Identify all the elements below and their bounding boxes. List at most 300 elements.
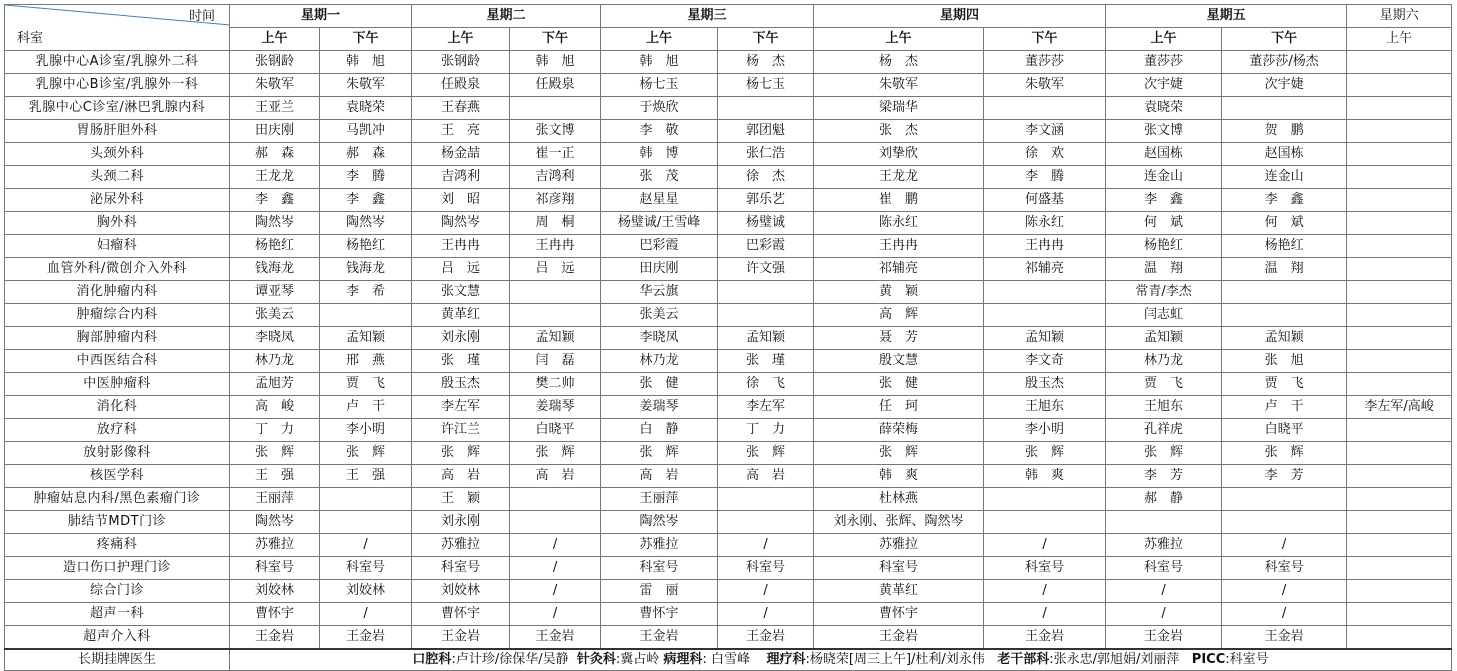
doctor-cell: 张 茂 <box>601 166 718 189</box>
doctor-cell: 王丽萍 <box>601 488 718 511</box>
day-tuesday: 星期二 <box>412 5 601 28</box>
doctor-cell: 张钢龄 <box>230 51 320 74</box>
footer-item-value: 杨晓荣[周三上午]/杜利/刘永伟 <box>809 652 985 667</box>
doctor-cell: 张 辉 <box>230 442 320 465</box>
doctor-cell <box>718 511 814 534</box>
doctor-cell: 朱敬军 <box>320 74 412 97</box>
day-saturday: 星期六 <box>1347 5 1452 28</box>
doctor-cell: 雷 丽 <box>601 580 718 603</box>
doctor-cell: 张美云 <box>230 304 320 327</box>
doctor-cell: 许文强 <box>718 258 814 281</box>
doctor-cell: 殷玉杰 <box>412 373 510 396</box>
department-name: 胃肠肝胆外科 <box>5 120 230 143</box>
footer-item-name: PICC <box>1191 652 1226 667</box>
doctor-cell: 杨艳红 <box>320 235 412 258</box>
half-am: 上午 <box>1106 28 1222 51</box>
table-row <box>5 373 1452 396</box>
doctor-cell: 袁晓荣 <box>320 97 412 120</box>
department-name: 乳腺中心C诊室/淋巴乳腺内科 <box>5 97 230 120</box>
doctor-cell: 苏雅拉 <box>412 534 510 557</box>
doctor-cell <box>1222 488 1347 511</box>
doctor-cell: 杨七玉 <box>601 74 718 97</box>
doctor-cell: / <box>1222 603 1347 626</box>
doctor-cell: / <box>984 534 1106 557</box>
doctor-cell <box>1347 557 1452 580</box>
table-row <box>5 534 1452 557</box>
doctor-cell: 王亚兰 <box>230 97 320 120</box>
doctor-cell <box>1347 97 1452 120</box>
doctor-cell <box>984 511 1106 534</box>
doctor-cell: 科室号 <box>412 557 510 580</box>
doctor-cell: 任殿泉 <box>412 74 510 97</box>
doctor-cell: 丁 力 <box>718 419 814 442</box>
doctor-cell: 韩 旭 <box>320 51 412 74</box>
doctor-cell: 黄革红 <box>412 304 510 327</box>
doctor-cell: 李小明 <box>320 419 412 442</box>
doctor-cell: 刘姣林 <box>320 580 412 603</box>
doctor-cell: 杨璧诚/王雪峰 <box>601 212 718 235</box>
doctor-cell: 杨七玉 <box>718 74 814 97</box>
doctor-cell: 陶然岑 <box>601 511 718 534</box>
doctor-cell: 林乃龙 <box>601 350 718 373</box>
doctor-cell <box>1347 511 1452 534</box>
doctor-cell: 王金岩 <box>1106 626 1222 650</box>
doctor-cell: 王冉冉 <box>412 235 510 258</box>
doctor-cell: 杨璧诚 <box>718 212 814 235</box>
doctor-cell: 李 鑫 <box>230 189 320 212</box>
doctor-cell: 李 鑫 <box>1106 189 1222 212</box>
doctor-cell: 李 鑫 <box>320 189 412 212</box>
header-corner <box>5 5 230 51</box>
doctor-cell: / <box>1106 580 1222 603</box>
doctor-cell: / <box>718 603 814 626</box>
doctor-cell: 科室号 <box>984 557 1106 580</box>
doctor-cell: 高 峻 <box>230 396 320 419</box>
doctor-cell: 孟旭芳 <box>230 373 320 396</box>
doctor-cell: 王 强 <box>230 465 320 488</box>
doctor-cell: 科室号 <box>1222 557 1347 580</box>
doctor-cell: 钱海龙 <box>230 258 320 281</box>
doctor-cell: 赵国栋 <box>1106 143 1222 166</box>
doctor-cell: 姜瑞琴 <box>510 396 601 419</box>
footer-item-name: 口腔科 <box>412 652 452 667</box>
doctor-cell: 王 强 <box>320 465 412 488</box>
doctor-cell: 王金岩 <box>510 626 601 650</box>
doctor-cell: 王金岩 <box>320 626 412 650</box>
doctor-cell <box>718 488 814 511</box>
department-name: 头颈二科 <box>5 166 230 189</box>
schedule-body <box>5 51 1452 650</box>
doctor-cell: 朱敬军 <box>230 74 320 97</box>
doctor-cell: 曹怀宇 <box>412 603 510 626</box>
doctor-cell: / <box>320 603 412 626</box>
doctor-cell: 郝 静 <box>1106 488 1222 511</box>
doctor-cell: 郭乐艺 <box>718 189 814 212</box>
doctor-cell: 杨艳红 <box>230 235 320 258</box>
doctor-cell <box>1347 212 1452 235</box>
doctor-cell: 陶然岑 <box>230 511 320 534</box>
doctor-cell: 田庆刚 <box>230 120 320 143</box>
doctor-cell: 张文博 <box>510 120 601 143</box>
doctor-cell <box>1347 304 1452 327</box>
doctor-cell: 张 辉 <box>814 442 984 465</box>
table-row <box>5 327 1452 350</box>
doctor-cell: 曹怀宇 <box>601 603 718 626</box>
table-row <box>5 603 1452 626</box>
doctor-cell: 闫 磊 <box>510 350 601 373</box>
doctor-cell: 张 瑾 <box>718 350 814 373</box>
footer-item-value: 冀占岭 <box>620 652 660 667</box>
doctor-cell: 李 芳 <box>1106 465 1222 488</box>
doctor-cell <box>1347 350 1452 373</box>
footer-label: 长期挂牌医生 <box>5 649 230 671</box>
doctor-cell: 李左军/高峻 <box>1347 396 1452 419</box>
doctor-cell: 张美云 <box>601 304 718 327</box>
doctor-cell: 朱敬军 <box>814 74 984 97</box>
doctor-cell: 王龙龙 <box>814 166 984 189</box>
table-row <box>5 488 1452 511</box>
doctor-cell <box>320 488 412 511</box>
doctor-cell: 谭亚琴 <box>230 281 320 304</box>
doctor-cell <box>984 304 1106 327</box>
department-name: 中医肿瘤科 <box>5 373 230 396</box>
doctor-cell: 王金岩 <box>230 626 320 650</box>
doctor-cell: 科室号 <box>814 557 984 580</box>
doctor-cell: 赵国栋 <box>1222 143 1347 166</box>
doctor-cell: 崔 鹏 <box>814 189 984 212</box>
doctor-cell: 刘挚欣 <box>814 143 984 166</box>
corner-time-label: 时间 <box>188 9 215 24</box>
doctor-cell: 陶然岑 <box>412 212 510 235</box>
doctor-cell <box>984 281 1106 304</box>
day-wednesday: 星期三 <box>601 5 814 28</box>
doctor-cell <box>1347 465 1452 488</box>
doctor-cell: 科室号 <box>601 557 718 580</box>
doctor-cell <box>718 281 814 304</box>
doctor-cell: 赵星星 <box>601 189 718 212</box>
doctor-cell: 周 桐 <box>510 212 601 235</box>
doctor-cell: 祁彦翔 <box>510 189 601 212</box>
doctor-cell: 王旭东 <box>1106 396 1222 419</box>
department-name: 肺结节MDT门诊 <box>5 511 230 534</box>
doctor-cell <box>1347 442 1452 465</box>
doctor-cell: 吉鸿利 <box>510 166 601 189</box>
doctor-cell <box>1347 166 1452 189</box>
schedule-sheet <box>4 4 1451 667</box>
doctor-cell: 张 健 <box>601 373 718 396</box>
doctor-cell: 贺 鹏 <box>1222 120 1347 143</box>
doctor-cell: 贾 飞 <box>1106 373 1222 396</box>
doctor-cell: 韩 旭 <box>601 51 718 74</box>
doctor-cell: 何 斌 <box>1222 212 1347 235</box>
table-row <box>5 97 1452 120</box>
doctor-cell: 杜林燕 <box>814 488 984 511</box>
doctor-cell: 杨艳红 <box>1222 235 1347 258</box>
doctor-cell: 杨 杰 <box>814 51 984 74</box>
doctor-cell: 高 岩 <box>412 465 510 488</box>
doctor-cell: 科室号 <box>320 557 412 580</box>
doctor-cell: 王冉冉 <box>814 235 984 258</box>
table-row <box>5 442 1452 465</box>
doctor-cell: 董莎莎/杨杰 <box>1222 51 1347 74</box>
doctor-cell: 刘永刚 <box>412 327 510 350</box>
department-name: 泌尿外科 <box>5 189 230 212</box>
department-name: 血管外科/微创介入外科 <box>5 258 230 281</box>
doctor-cell: 邢 燕 <box>320 350 412 373</box>
doctor-cell <box>510 97 601 120</box>
doctor-cell: 卢 干 <box>320 396 412 419</box>
table-row <box>5 143 1452 166</box>
doctor-cell <box>718 304 814 327</box>
doctor-cell: 常青/李杰 <box>1106 281 1222 304</box>
department-name: 头颈外科 <box>5 143 230 166</box>
doctor-cell: 苏雅拉 <box>601 534 718 557</box>
doctor-cell <box>1347 327 1452 350</box>
doctor-cell: / <box>510 580 601 603</box>
table-row <box>5 511 1452 534</box>
doctor-cell: 张 辉 <box>510 442 601 465</box>
doctor-cell: 祁辅亮 <box>984 258 1106 281</box>
doctor-cell <box>984 488 1106 511</box>
half-pm: 下午 <box>718 28 814 51</box>
doctor-cell: 高 岩 <box>601 465 718 488</box>
doctor-cell: 李左军 <box>412 396 510 419</box>
doctor-cell: 科室号 <box>718 557 814 580</box>
doctor-cell <box>320 304 412 327</box>
doctor-cell <box>1222 97 1347 120</box>
table-row <box>5 189 1452 212</box>
doctor-cell: 张 辉 <box>1222 442 1347 465</box>
doctor-cell: 曹怀宇 <box>814 603 984 626</box>
doctor-cell: 李 腾 <box>984 166 1106 189</box>
table-row <box>5 350 1452 373</box>
table-row <box>5 120 1452 143</box>
department-name: 造口伤口护理门诊 <box>5 557 230 580</box>
doctor-cell: 王 颖 <box>412 488 510 511</box>
doctor-cell: 黄 颖 <box>814 281 984 304</box>
doctor-cell: 华云旗 <box>601 281 718 304</box>
table-row <box>5 74 1452 97</box>
doctor-cell: 李 腾 <box>320 166 412 189</box>
doctor-cell <box>1347 235 1452 258</box>
doctor-cell: 张 辉 <box>320 442 412 465</box>
doctor-cell: 苏雅拉 <box>814 534 984 557</box>
doctor-cell: 王春燕 <box>412 97 510 120</box>
table-row <box>5 396 1452 419</box>
doctor-cell: 李晓凤 <box>601 327 718 350</box>
doctor-cell: 孟知颖 <box>320 327 412 350</box>
doctor-cell: / <box>984 580 1106 603</box>
doctor-cell: 王金岩 <box>984 626 1106 650</box>
doctor-cell: 张 辉 <box>984 442 1106 465</box>
footer-doctors: 口腔科:卢计珍/徐保华/吴静 针灸科:冀占岭 病理科: 白雪峰 理疗科:杨晓荣[周三上午]/杜利/刘永伟 老干部科:张永忠/郭旭娟/刘丽萍 PICC:科室号 <box>230 649 1452 671</box>
doctor-cell: 闫志虹 <box>1106 304 1222 327</box>
doctor-cell: 张 辉 <box>601 442 718 465</box>
doctor-cell: 丁 力 <box>230 419 320 442</box>
doctor-cell: 张 健 <box>814 373 984 396</box>
department-name: 乳腺中心B诊室/乳腺外一科 <box>5 74 230 97</box>
department-name: 超声介入科 <box>5 626 230 650</box>
department-name: 疼痛科 <box>5 534 230 557</box>
footer-item-name: 老干部科 <box>997 652 1050 667</box>
doctor-cell: 王龙龙 <box>230 166 320 189</box>
doctor-cell: 何盛基 <box>984 189 1106 212</box>
doctor-cell: 连金山 <box>1106 166 1222 189</box>
doctor-cell: 巴彩霞 <box>601 235 718 258</box>
half-am: 上午 <box>230 28 320 51</box>
doctor-cell: 樊二帅 <box>510 373 601 396</box>
footer-item-value: 科室号 <box>1229 652 1269 667</box>
doctor-cell: 贾 飞 <box>320 373 412 396</box>
doctor-cell: 张仁浩 <box>718 143 814 166</box>
doctor-cell: 李 芳 <box>1222 465 1347 488</box>
doctor-cell: 刘永刚、张辉、陶然岑 <box>814 511 984 534</box>
doctor-cell: 刘 昭 <box>412 189 510 212</box>
footer-item-name: 针灸科 <box>576 652 616 667</box>
doctor-cell: 殷文慧 <box>814 350 984 373</box>
doctor-cell: 王冉冉 <box>510 235 601 258</box>
doctor-cell <box>1347 51 1452 74</box>
doctor-cell: 王旭东 <box>984 396 1106 419</box>
doctor-cell: 高 岩 <box>510 465 601 488</box>
table-row <box>5 626 1452 650</box>
doctor-cell: 李文奇 <box>984 350 1106 373</box>
doctor-cell <box>1347 373 1452 396</box>
department-name: 胸部肿瘤内科 <box>5 327 230 350</box>
department-name: 妇瘤科 <box>5 235 230 258</box>
day-thursday: 星期四 <box>814 5 1106 28</box>
doctor-cell: 任 珂 <box>814 396 984 419</box>
doctor-cell: 王金岩 <box>412 626 510 650</box>
doctor-cell: 徐 杰 <box>718 166 814 189</box>
corner-dept-label: 科室 <box>17 31 44 46</box>
doctor-cell: 姜瑞琴 <box>601 396 718 419</box>
half-pm: 下午 <box>984 28 1106 51</box>
table-row <box>5 51 1452 74</box>
doctor-cell: 祁辅亮 <box>814 258 984 281</box>
doctor-cell: 刘姣林 <box>412 580 510 603</box>
doctor-cell: 杨艳红 <box>1106 235 1222 258</box>
doctor-cell: 次宇婕 <box>1106 74 1222 97</box>
doctor-cell: 王 亮 <box>412 120 510 143</box>
doctor-cell: 陶然岑 <box>320 212 412 235</box>
table-row <box>5 235 1452 258</box>
doctor-cell: 高 岩 <box>718 465 814 488</box>
doctor-cell: 韩 爽 <box>984 465 1106 488</box>
doctor-cell: 白晓平 <box>1222 419 1347 442</box>
doctor-cell: 李晓凤 <box>230 327 320 350</box>
schedule-table <box>4 4 1452 671</box>
doctor-cell: 薛荣梅 <box>814 419 984 442</box>
doctor-cell: 苏雅拉 <box>230 534 320 557</box>
doctor-cell <box>1347 419 1452 442</box>
table-row <box>5 557 1452 580</box>
doctor-cell: 袁晓荣 <box>1106 97 1222 120</box>
doctor-cell: 李 希 <box>320 281 412 304</box>
doctor-cell <box>1106 511 1222 534</box>
doctor-cell <box>1347 189 1452 212</box>
doctor-cell <box>1347 580 1452 603</box>
doctor-cell: / <box>1222 534 1347 557</box>
table-row <box>5 419 1452 442</box>
doctor-cell: 贾 飞 <box>1222 373 1347 396</box>
doctor-cell: 王冉冉 <box>984 235 1106 258</box>
doctor-cell: 孟知颖 <box>1106 327 1222 350</box>
doctor-cell: 马凯冲 <box>320 120 412 143</box>
half-am: 上午 <box>814 28 984 51</box>
doctor-cell: 张 辉 <box>1106 442 1222 465</box>
doctor-cell: 孔祥虎 <box>1106 419 1222 442</box>
doctor-cell: 殷玉杰 <box>984 373 1106 396</box>
doctor-cell: 许江兰 <box>412 419 510 442</box>
doctor-cell: 张 瑾 <box>412 350 510 373</box>
department-name: 超声一科 <box>5 603 230 626</box>
department-name: 放疗科 <box>5 419 230 442</box>
doctor-cell: 梁瑞华 <box>814 97 984 120</box>
doctor-cell: 陈永红 <box>814 212 984 235</box>
table-row <box>5 465 1452 488</box>
doctor-cell: / <box>510 557 601 580</box>
doctor-cell: / <box>1106 603 1222 626</box>
doctor-cell: 张文博 <box>1106 120 1222 143</box>
footer-item-value: 张永忠/郭旭娟/刘丽萍 <box>1053 652 1180 667</box>
doctor-cell: 董莎莎 <box>984 51 1106 74</box>
doctor-cell <box>1347 626 1452 650</box>
doctor-cell: 何 斌 <box>1106 212 1222 235</box>
doctor-cell: 林乃龙 <box>1106 350 1222 373</box>
doctor-cell: 曹怀宇 <box>230 603 320 626</box>
half-am: 上午 <box>601 28 718 51</box>
doctor-cell: 温 翔 <box>1106 258 1222 281</box>
doctor-cell: 王金岩 <box>814 626 984 650</box>
doctor-cell: / <box>1222 580 1347 603</box>
doctor-cell: 吕 远 <box>510 258 601 281</box>
doctor-cell: / <box>320 534 412 557</box>
department-name: 乳腺中心A诊室/乳腺外二科 <box>5 51 230 74</box>
doctor-cell: 刘永刚 <box>412 511 510 534</box>
doctor-cell <box>510 511 601 534</box>
doctor-cell <box>1222 281 1347 304</box>
doctor-cell <box>718 97 814 120</box>
doctor-cell: 朱敬军 <box>984 74 1106 97</box>
doctor-cell <box>1347 74 1452 97</box>
doctor-cell: 李 敬 <box>601 120 718 143</box>
doctor-cell: 李 鑫 <box>1222 189 1347 212</box>
doctor-cell: 刘姣林 <box>230 580 320 603</box>
doctor-cell: 科室号 <box>230 557 320 580</box>
doctor-cell: 苏雅拉 <box>1106 534 1222 557</box>
doctor-cell: 韩 博 <box>601 143 718 166</box>
footer-item-value: 白雪峰 <box>710 652 750 667</box>
footer-item-value: 卢计珍/徐保华/吴静 <box>455 652 569 667</box>
doctor-cell: 王金岩 <box>718 626 814 650</box>
doctor-cell <box>1347 120 1452 143</box>
doctor-cell: 吉鸿利 <box>412 166 510 189</box>
doctor-cell: / <box>510 603 601 626</box>
footer-item-name: 病理科 <box>663 652 703 667</box>
doctor-cell: 次宇婕 <box>1222 74 1347 97</box>
doctor-cell: 郭团魁 <box>718 120 814 143</box>
doctor-cell: 田庆刚 <box>601 258 718 281</box>
doctor-cell: 钱海龙 <box>320 258 412 281</box>
doctor-cell: 连金山 <box>1222 166 1347 189</box>
doctor-cell <box>1347 281 1452 304</box>
doctor-cell: 郝 森 <box>320 143 412 166</box>
doctor-cell: 韩 旭 <box>510 51 601 74</box>
doctor-cell: 李文涵 <box>984 120 1106 143</box>
doctor-cell: 陶然岑 <box>230 212 320 235</box>
doctor-cell: 张钢龄 <box>412 51 510 74</box>
